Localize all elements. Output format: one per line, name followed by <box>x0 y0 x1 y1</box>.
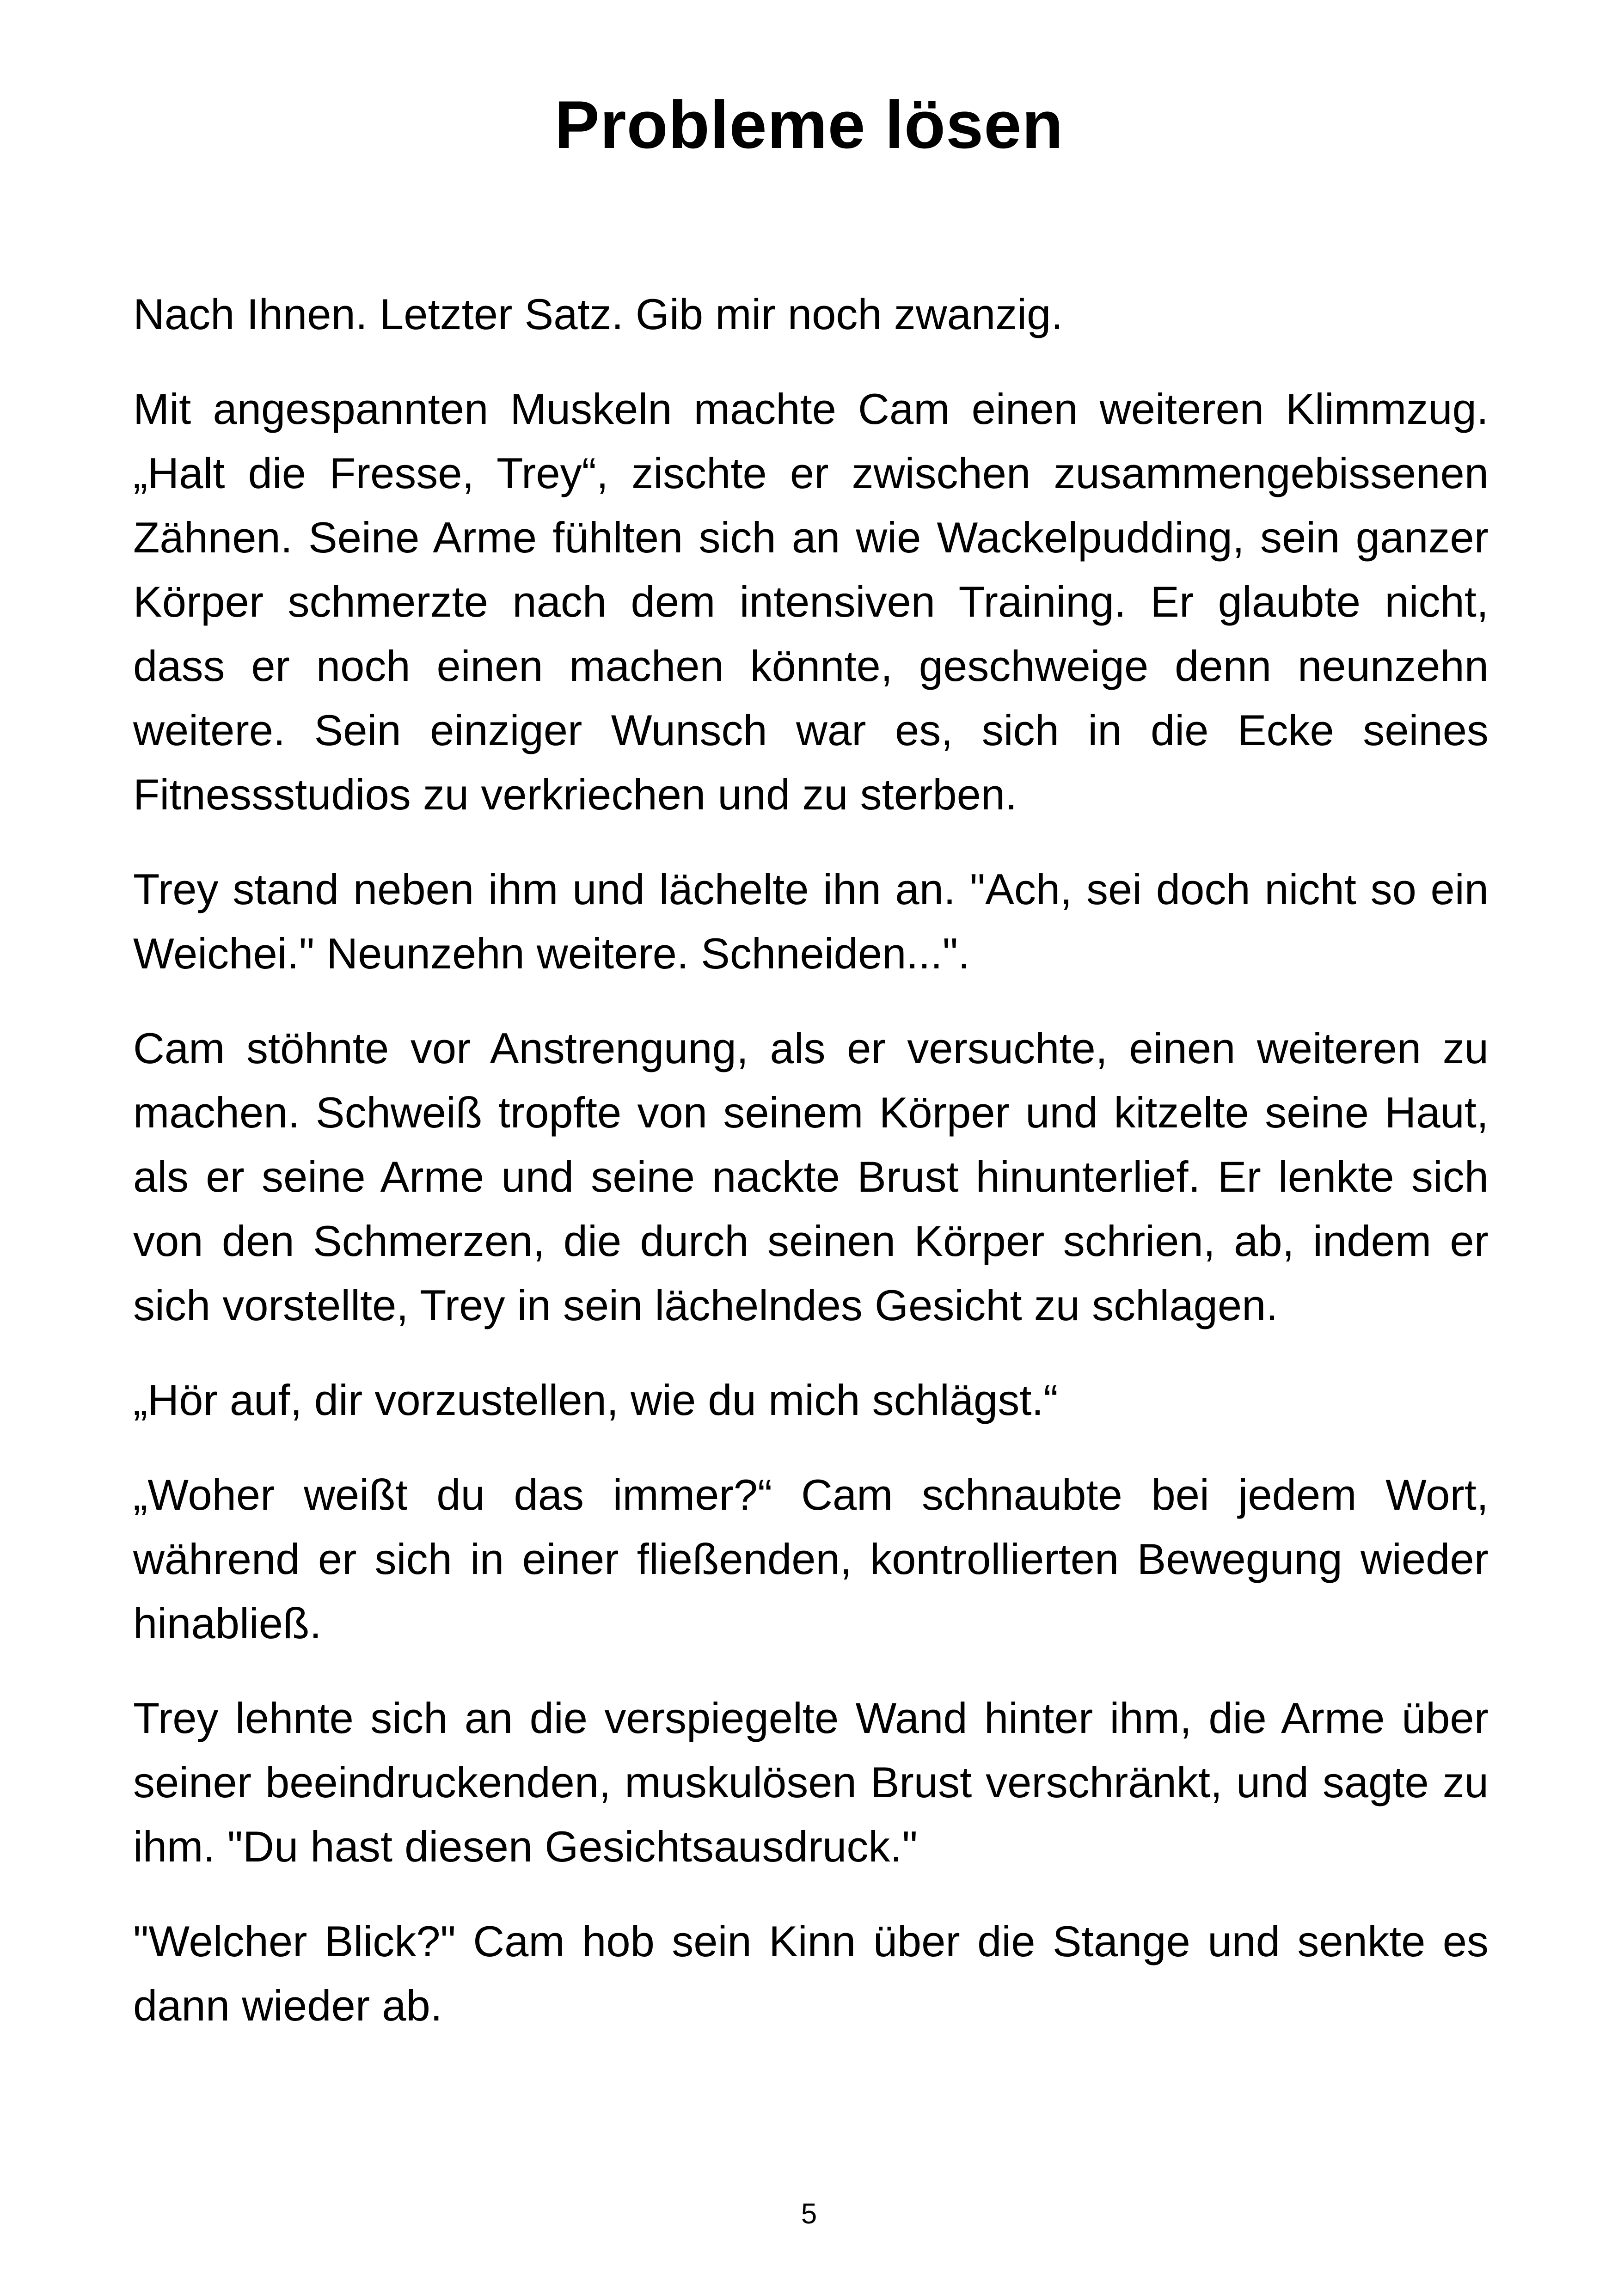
paragraph: Nach Ihnen. Letzter Satz. Gib mir noch zwanzig. <box>133 290 1063 338</box>
paragraph: "Welcher Blick?" Cam hob sein Kinn über die Stange und senkte es dann wieder ab. <box>133 1917 1489 2030</box>
paragraph: Trey stand neben ihm und lächelte ihn an. "Ach, sei doch nicht so ein Weichei." Neunzehn weitere. Schneiden...". <box>133 865 1489 978</box>
paragraph: Mit angespannten Muskeln machte Cam einen weiteren Klimmzug. „Halt die Fresse, Trey“, zischte er zwischen zusammengebissenen Zähnen. Seine Arme fühlten sich an wie Wackelpudding, sein ganzer Körper schmerzte nach dem intensiven Training. Er glaubte nicht, dass er noch einen machen könnte, geschweige denn neunzehn weitere. Sein einziger Wunsch war es, sich in die Ecke seines Fitnessstudios zu verkriechen und zu sterben. <box>133 385 1489 819</box>
body-text <box>133 282 1489 2038</box>
paragraph: „Hör auf, dir vorzustellen, wie du mich schlägst.“ <box>133 1376 1058 1424</box>
paragraph: Trey lehnte sich an die verspiegelte Wand hinter ihm, die Arme über seiner beeindruckenden, muskulösen Brust verschränkt, und sagte zu ihm. "Du hast diesen Gesichtsausdruck." <box>133 1694 1489 1871</box>
paragraph: Cam stöhnte vor Anstrengung, als er versuchte, einen weiteren zu machen. Schweiß tropfte von seinem Körper und kitzelte seine Haut, als er seine Arme und seine nackte Brust hinunterlief. Er lenkte sich von den Schmerzen, die durch seinen Körper schrien, ab, indem er sich vorstellte, Trey in sein lächelndes Gesicht zu schlagen. <box>133 1024 1489 1329</box>
page-number: 5 <box>801 2198 817 2230</box>
paragraph: „Woher weißt du das immer?“ Cam schnaubte bei jedem Wort, während er sich in einer fließenden, kontrollierten Bewegung wieder hinabließ. <box>133 1470 1489 1647</box>
chapter-title: Probleme lösen <box>554 87 1064 162</box>
